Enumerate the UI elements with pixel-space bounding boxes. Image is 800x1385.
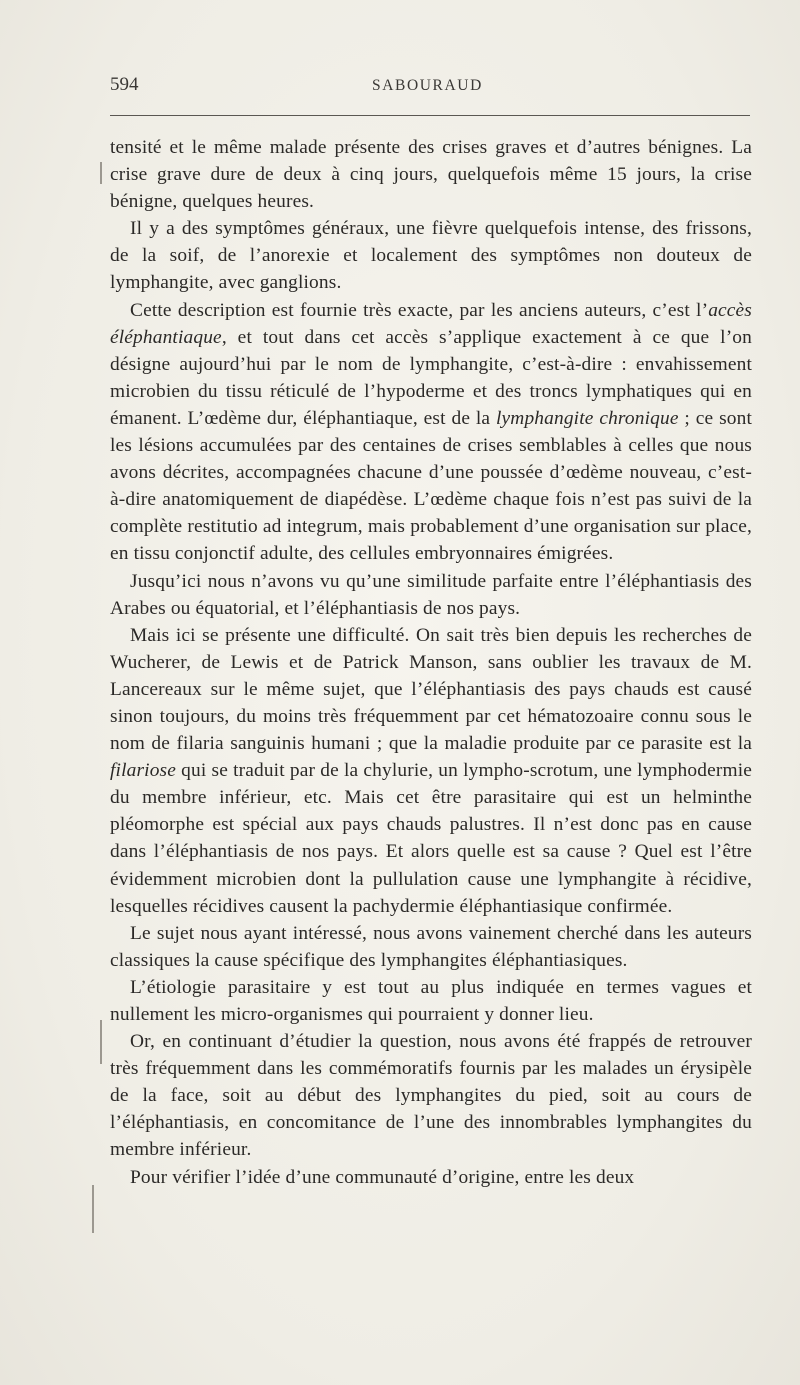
paragraph [110,622,752,920]
text-segment: Pour vérifier l’idée d’une communauté d’origine, entre les deux [130,1166,635,1188]
text-segment: Cette description est fournie très exacte, par les anciens auteurs, c’est l’ [130,299,709,321]
margin-mark-bottom [92,1185,94,1233]
header-rule [110,115,750,116]
paragraph [110,297,752,568]
text-segment: , et tout dans cet accès s’applique exactement à ce que l’on désigne aujourd’hui par le nom de lymphangite, c’est-à-dire : envahissement microbien du tissu réticulé de l’hypoderme et des troncs lymphatiques qui en émanent. L’œdème dur, éléphantiaque, est de la [110,326,752,429]
paragraph [110,568,752,622]
paragraph [110,1164,752,1191]
text-segment: L’étiologie parasitaire y est tout au plus indiquée en termes vagues et nullement les micro-organismes qui pourraient y donner lieu. [110,976,752,1025]
text-segment: Jusqu’ici nous n’avons vu qu’une similitude parfaite entre l’éléphantiasis des Arabes ou équatorial, et l’éléphantiasis de nos pays. [110,570,752,619]
margin-mark-top [100,162,102,184]
text-segment: Or, en continuant d’étudier la question, nous avons été frappés de retrouver très fréquemment dans les commémoratifs fournis par les malades un érysipèle de la face, soit au début des lymphangites du pied, soit au cours de l’éléphantiasis, en concomitance de l’une des innombrables lymphangites du membre inférieur. [110,1031,752,1161]
margin-mark-middle [100,1020,102,1064]
paragraph [110,215,752,296]
body-text [110,134,752,1191]
text-segment: Il y a des symptômes généraux, une fièvre quelquefois intense, des frissons, de la soif, de l’anorexie et localement des symptômes non douteux de lymphangite, avec ganglions. [110,218,752,294]
italic-phrase: filariose [110,760,176,782]
page-header [110,74,750,104]
paragraph [110,134,752,215]
italic-phrase: lymphangite chronique [496,407,679,429]
text-segment: Mais ici se présente une difficulté. On sait très bien depuis les recherches de Wucherer, de Lewis et de Patrick Manson, sans oublier les travaux de M. Lancereaux sur le même sujet, que l’éléphantiasis des pays chauds est causé sinon toujours, du moins très fréquemment par cet hématozoaire connu sous le nom de filaria sanguinis humani ; que la maladie produite par ce parasite est la [110,624,752,755]
text-segment: ; ce sont les lésions accumulées par des centaines de crises semblables à celles que nous avons décrites, accompagnées chacune d’une poussée d’œdème nouveau, c’est-à-dire anatomiquement de diapédèse. L’œdème chaque fois n’est pas suivi de la complète restitutio ad integrum, mais probablement d’une organisation sur place, en tissu conjonctif adulte, des cellules embryonnaires émigrées. [110,407,752,565]
paragraph [110,974,752,1028]
paragraph [110,1028,752,1163]
page-number: 594 [110,74,139,95]
paragraph [110,920,752,974]
text-segment: qui se traduit par de la chylurie, un lympho-scrotum, une lymphodermie du membre inférieur, etc. Mais cet être parasitaire qui est un helminthe pléomorphe est spécial aux pays chauds palustres. Il n’est donc pas en cause dans l’éléphantiasis de nos pays. Et alors quelle est sa cause ? Quel est l’être évidemment microbien dont la pullulation cause une lymphangite à récidive, lesquelles récidives causent la pachydermie éléphantiasique confirmée. [110,760,752,917]
running-head: SABOURAUD [372,77,483,94]
italic-phrase: accès éléphantiaque [110,299,752,348]
text-segment: tensité et le même malade présente des crises graves et d’autres bénignes. La crise grave dure de deux à cinq jours, quelquefois même 15 jours, la crise bénigne, quelques heures. [110,137,752,213]
text-segment: Le sujet nous ayant intéressé, nous avons vainement cherché dans les auteurs classiques la cause spécifique des lymphangites éléphantiasiques. [110,922,752,971]
